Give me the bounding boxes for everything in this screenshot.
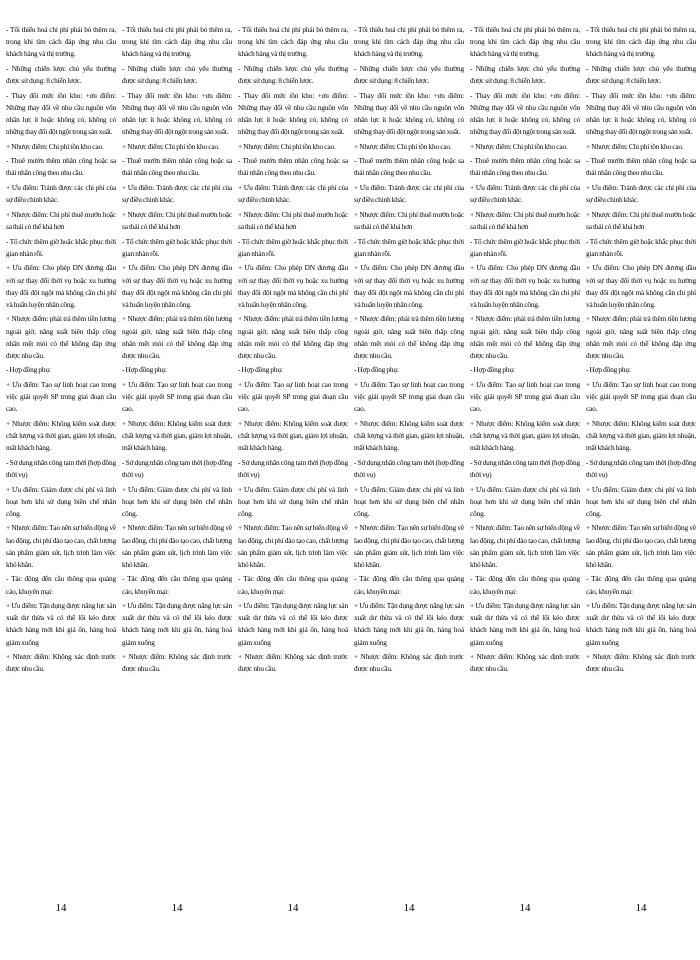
paragraph: + Nhược điểm: Chi phí thuê mướn hoặc sa thải có thể khá hơn	[238, 209, 348, 231]
paragraph: + Nhược điểm: Không xác định trước được nhu cầu.	[6, 652, 116, 674]
paragraph: + Ưu điểm: Tận dụng được năng lực sản xuất dư thừa và có thể lôi kéo được khách hàng mới khi giá ổn, hàng hoá giảm xuống	[354, 601, 464, 647]
paragraph: + Nhược điểm: Không kiểm soát được chất lượng và thời gian, giảm lợi nhuận, mất khách hàng.	[238, 418, 348, 453]
paragraph: - Thay đổi mức tồn kho: +ưu điểm: Những thay đổi về nhu cầu nguồn vốn nhân lực ít hoặc không có, không có những thay đổi đột ngột trong sản xuất.	[122, 90, 232, 136]
paragraph: - Tác động đến cầu thông qua quảng cáo, khuyến mại:	[6, 574, 116, 596]
paragraph: + Ưu điểm: Tận dụng được năng lực sản xuất dư thừa và có thể lôi kéo được khách hàng mới khi giá ổn, hàng hoá giảm xuống	[470, 601, 580, 647]
paragraph: - Sử dụng nhân công tạm thời (hợp đồng thời vụ)	[6, 457, 116, 479]
paragraph: - Những chiến lược chủ yếu thường được sử dụng: 8 chiến lược.	[238, 63, 348, 85]
paragraph: - Sử dụng nhân công tạm thời (hợp đồng thời vụ)	[470, 457, 580, 479]
paragraph: + Nhược điểm: Chi phí thuê mướn hoặc sa thải có thể khá hơn	[122, 209, 232, 231]
paragraph: + Nhược điểm: Tạo nên sự biến động về lao động, chi phí đào tạo cao, chất lượng sản phẩm giảm sút, lịch trình làm việc khó khăn.	[122, 523, 232, 569]
paragraph: + Nhược điểm: Tạo nên sự biến động về lao động, chi phí đào tạo cao, chất lượng sản phẩm giảm sút, lịch trình làm việc khó khăn.	[6, 523, 116, 569]
paragraph: - Sử dụng nhân công tạm thời (hợp đồng thời vụ)	[122, 457, 232, 479]
paragraph: + Nhược điểm: Không kiểm soát được chất lượng và thời gian, giảm lợi nhuận, mất khách hàng.	[6, 418, 116, 453]
paragraph: + Ưu điểm: Tạo sự linh hoạt cao trong việc giải quyết SP trong giai đoạn cầu cao.	[586, 380, 696, 414]
paragraph: + Ưu điểm: Giảm được chi phí và linh hoạt hơn khi sử dụng biên chế nhân công.	[470, 484, 580, 518]
paragraph: + Ưu điểm: Tạo sự linh hoạt cao trong việc giải quyết SP trong giai đoạn cầu cao.	[6, 380, 116, 414]
paragraph: + Ưu điểm: Giảm được chi phí và linh hoạt hơn khi sử dụng biên chế nhân công.	[6, 484, 116, 518]
paragraph: + Nhược điểm: phải trả thêm tiền lương ngoài giờ, năng suất biên thấp công nhân mệt mỏi có thể không đáp ứng được nhu cầu.	[470, 314, 580, 360]
paragraph: + Nhược điểm: Không xác định trước được nhu cầu.	[354, 652, 464, 674]
text-column-2	[122, 24, 232, 934]
paragraph: + Ưu điểm: Cho phép DN đương đầu với sự thay đổi thời vụ hoặc xu hướng thay đổi đột ngột mà không cần chi phí và huấn luyện nhân công.	[6, 263, 116, 309]
text-column-6	[586, 24, 696, 934]
paragraph: - Thuê mướn thêm nhân công hoặc sa thải nhân công theo nhu cầu.	[586, 156, 696, 178]
paragraph: + Nhược điểm: Tạo nên sự biến động về lao động, chi phí đào tạo cao, chất lượng sản phẩm giảm sút, lịch trình làm việc khó khăn.	[238, 523, 348, 569]
paragraph: + Ưu điểm: Cho phép DN đương đầu với sự thay đổi thời vụ hoặc xu hướng thay đổi đột ngột mà không cần chi phí và huấn luyện nhân công.	[238, 263, 348, 309]
paragraph: + Nhược điểm: phải trả thêm tiền lương ngoài giờ, năng suất biên thấp công nhân mệt mỏi có thể không đáp ứng được nhu cầu.	[354, 314, 464, 360]
paragraph: + Nhược điểm: Chi phí thuê mướn hoặc sa thải có thể khá hơn	[354, 209, 464, 231]
paragraph: - Tác động đến cầu thông qua quảng cáo, khuyến mại:	[238, 574, 348, 596]
paragraph: + Nhược điểm: phải trả thêm tiền lương ngoài giờ, năng suất biên thấp công nhân mệt mỏi có thể không đáp ứng được nhu cầu.	[6, 314, 116, 360]
paragraph: + Nhược điểm: phải trả thêm tiền lương ngoài giờ, năng suất biên thấp công nhân mệt mỏi có thể không đáp ứng được nhu cầu.	[238, 314, 348, 360]
paragraph: + Ưu điểm: Cho phép DN đương đầu với sự thay đổi thời vụ hoặc xu hướng thay đổi đột ngột mà không cần chi phí và huấn luyện nhân công.	[470, 263, 580, 309]
paragraph: - Hợp đồng phụ:	[6, 365, 51, 375]
paragraph: + Nhược điểm: Chi phí tồn kho cao.	[470, 141, 568, 151]
paragraph: + Nhược điểm: Không xác định trước được nhu cầu.	[470, 652, 580, 674]
paragraph: + Ưu điểm: Giảm được chi phí và linh hoạt hơn khi sử dụng biên chế nhân công.	[238, 484, 348, 518]
paragraph: + Ưu điểm: Tận dụng được năng lực sản xuất dư thừa và có thể lôi kéo được khách hàng mới khi giá ổn, hàng hoá giảm xuống	[238, 601, 348, 647]
paragraph: + Nhược điểm: phải trả thêm tiền lương ngoài giờ, năng suất biên thấp công nhân mệt mỏi có thể không đáp ứng được nhu cầu.	[122, 314, 232, 360]
paragraph: + Nhược điểm: Tạo nên sự biến động về lao động, chi phí đào tạo cao, chất lượng sản phẩm giảm sút, lịch trình làm việc khó khăn.	[354, 523, 464, 569]
paragraph: - Sử dụng nhân công tạm thời (hợp đồng thời vụ)	[354, 457, 464, 479]
text-column-4	[354, 24, 464, 934]
paragraph: - Tổ chức thêm giờ hoặc khắc phục thời gian nhàn rỗi.	[6, 236, 116, 258]
paragraph: + Ưu điểm: Cho phép DN đương đầu với sự thay đổi thời vụ hoặc xu hướng thay đổi đột ngột mà không cần chi phí và huấn luyện nhân công.	[586, 263, 696, 309]
paragraph: + Ưu điểm: Giảm được chi phí và linh hoạt hơn khi sử dụng biên chế nhân công.	[354, 484, 464, 518]
paragraph: + Nhược điểm: Chi phí thuê mướn hoặc sa thải có thể khá hơn	[470, 209, 580, 231]
paragraph: - Thay đổi mức tồn kho: +ưu điểm: Những thay đổi về nhu cầu nguồn vốn nhân lực ít hoặc không có, không có những thay đổi đột ngột trong sản xuất.	[238, 90, 348, 136]
paragraph: + Nhược điểm: Không xác định trước được nhu cầu.	[122, 652, 232, 674]
paragraph: - Hợp đồng phụ:	[470, 365, 515, 375]
paragraph: + Ưu điểm: Tận dụng được năng lực sản xuất dư thừa và có thể lôi kéo được khách hàng mới khi giá ổn, hàng hoá giảm xuống	[122, 601, 232, 647]
paragraph: - Thuê mướn thêm nhân công hoặc sa thải nhân công theo nhu cầu.	[238, 156, 348, 178]
paragraph: - Tối thiểu hoá chi phí phải bỏ thêm ra, trong khi tìm cách đáp ứng nhu cầu khách hàng và thị trường.	[586, 25, 696, 59]
paragraph: + Ưu điểm: Tránh được các chi phí của sự điều chỉnh khác.	[6, 183, 116, 205]
paragraph: - Tác động đến cầu thông qua quảng cáo, khuyến mại:	[122, 574, 232, 596]
paragraph: - Tối thiểu hoá chi phí phải bỏ thêm ra, trong khi tìm cách đáp ứng nhu cầu khách hàng và thị trường.	[238, 25, 348, 59]
page-number-6: 14	[635, 902, 647, 914]
paragraph: - Thay đổi mức tồn kho: +ưu điểm: Những thay đổi về nhu cầu nguồn vốn nhân lực ít hoặc không có, không có những thay đổi đột ngột trong sản xuất.	[354, 90, 464, 136]
paragraph: - Thuê mướn thêm nhân công hoặc sa thải nhân công theo nhu cầu.	[6, 156, 116, 178]
paragraph: - Hợp đồng phụ:	[354, 365, 399, 375]
paragraph: + Nhược điểm: Chi phí tồn kho cao.	[586, 141, 684, 151]
paragraph: - Tối thiểu hoá chi phí phải bỏ thêm ra, trong khi tìm cách đáp ứng nhu cầu khách hàng và thị trường.	[354, 25, 464, 59]
paragraph: - Hợp đồng phụ:	[238, 365, 283, 375]
paragraph: + Nhược điểm: Không kiểm soát được chất lượng và thời gian, giảm lợi nhuận, mất khách hàng.	[470, 418, 580, 453]
paragraph: - Thay đổi mức tồn kho: +ưu điểm: Những thay đổi về nhu cầu nguồn vốn nhân lực ít hoặc không có, không có những thay đổi đột ngột trong sản xuất.	[6, 90, 116, 136]
text-column-5	[470, 24, 580, 934]
paragraph: + Ưu điểm: Giảm được chi phí và linh hoạt hơn khi sử dụng biên chế nhân công.	[122, 484, 232, 518]
paragraph: + Ưu điểm: Tránh được các chi phí của sự điều chỉnh khác.	[586, 183, 696, 205]
paragraph: + Nhược điểm: Không kiểm soát được chất lượng và thời gian, giảm lợi nhuận, mất khách hàng.	[586, 418, 696, 453]
paragraph: + Nhược điểm: Chi phí thuê mướn hoặc sa thải có thể khá hơn	[6, 209, 116, 231]
paragraph: + Nhược điểm: Chi phí thuê mướn hoặc sa thải có thể khá hơn	[586, 209, 696, 231]
paragraph: + Nhược điểm: Chi phí tồn kho cao.	[354, 141, 452, 151]
paragraph: - Tổ chức thêm giờ hoặc khắc phục thời gian nhàn rỗi.	[470, 236, 580, 258]
paragraph: - Tác động đến cầu thông qua quảng cáo, khuyến mại:	[470, 574, 580, 596]
paragraph: + Nhược điểm: Không xác định trước được nhu cầu.	[238, 652, 348, 674]
paragraph: - Những chiến lược chủ yếu thường được sử dụng: 8 chiến lược.	[6, 63, 116, 85]
page-number-4: 14	[403, 902, 415, 914]
paragraph: + Ưu điểm: Tạo sự linh hoạt cao trong việc giải quyết SP trong giai đoạn cầu cao.	[238, 380, 348, 414]
paragraph: - Tổ chức thêm giờ hoặc khắc phục thời gian nhàn rỗi.	[586, 236, 696, 258]
paragraph: - Tối thiểu hoá chi phí phải bỏ thêm ra, trong khi tìm cách đáp ứng nhu cầu khách hàng và thị trường.	[122, 25, 232, 59]
page-number-1: 14	[55, 902, 67, 914]
paragraph: + Ưu điểm: Tận dụng được năng lực sản xuất dư thừa và có thể lôi kéo được khách hàng mới khi giá ổn, hàng hoá giảm xuống	[6, 601, 116, 647]
paragraph: + Ưu điểm: Cho phép DN đương đầu với sự thay đổi thời vụ hoặc xu hướng thay đổi đột ngột mà không cần chi phí và huấn luyện nhân công.	[122, 263, 232, 309]
paragraph: - Tổ chức thêm giờ hoặc khắc phục thời gian nhàn rỗi.	[122, 236, 232, 258]
paragraph: + Nhược điểm: Không kiểm soát được chất lượng và thời gian, giảm lợi nhuận, mất khách hàng.	[122, 418, 232, 453]
paragraph: + Nhược điểm: Chi phí tồn kho cao.	[238, 141, 336, 151]
paragraph: + Ưu điểm: Tránh được các chi phí của sự điều chỉnh khác.	[122, 183, 232, 205]
page-number-5: 14	[519, 902, 531, 914]
paragraph: - Tối thiểu hoá chi phí phải bỏ thêm ra, trong khi tìm cách đáp ứng nhu cầu khách hàng và thị trường.	[6, 25, 116, 59]
paragraph: - Tác động đến cầu thông qua quảng cáo, khuyến mại:	[354, 574, 464, 596]
page-number-3: 14	[287, 902, 299, 914]
paragraph: - Những chiến lược chủ yếu thường được sử dụng: 8 chiến lược.	[354, 63, 464, 85]
paragraph: - Thuê mướn thêm nhân công hoặc sa thải nhân công theo nhu cầu.	[470, 156, 580, 178]
paragraph: - Sử dụng nhân công tạm thời (hợp đồng thời vụ)	[586, 457, 696, 479]
paragraph: - Thay đổi mức tồn kho: +ưu điểm: Những thay đổi về nhu cầu nguồn vốn nhân lực ít hoặc không có, không có những thay đổi đột ngột trong sản xuất.	[586, 90, 696, 136]
paragraph: - Tác động đến cầu thông qua quảng cáo, khuyến mại:	[586, 574, 696, 596]
paragraph: + Ưu điểm: Tạo sự linh hoạt cao trong việc giải quyết SP trong giai đoạn cầu cao.	[354, 380, 464, 414]
paragraph: + Nhược điểm: Chi phí tồn kho cao.	[6, 141, 104, 151]
paragraph: + Nhược điểm: Tạo nên sự biến động về lao động, chi phí đào tạo cao, chất lượng sản phẩm giảm sút, lịch trình làm việc khó khăn.	[470, 523, 580, 569]
paragraph: - Hợp đồng phụ:	[586, 365, 631, 375]
paragraph: + Ưu điểm: Tránh được các chi phí của sự điều chỉnh khác.	[238, 183, 348, 205]
text-column-1	[6, 24, 116, 934]
paragraph: + Nhược điểm: Chi phí tồn kho cao.	[122, 141, 220, 151]
paragraph: + Ưu điểm: Tận dụng được năng lực sản xuất dư thừa và có thể lôi kéo được khách hàng mới khi giá ổn, hàng hoá giảm xuống	[586, 601, 696, 647]
paragraph: + Ưu điểm: Tránh được các chi phí của sự điều chỉnh khác.	[470, 183, 580, 205]
paragraph: - Hợp đồng phụ:	[122, 365, 167, 375]
paragraph: - Những chiến lược chủ yếu thường được sử dụng: 8 chiến lược.	[470, 63, 580, 85]
paragraph: - Sử dụng nhân công tạm thời (hợp đồng thời vụ)	[238, 457, 348, 479]
paragraph: + Ưu điểm: Giảm được chi phí và linh hoạt hơn khi sử dụng biên chế nhân công.	[586, 484, 696, 518]
paragraph: - Tối thiểu hoá chi phí phải bỏ thêm ra, trong khi tìm cách đáp ứng nhu cầu khách hàng và thị trường.	[470, 25, 580, 59]
paragraph: - Tổ chức thêm giờ hoặc khắc phục thời gian nhàn rỗi.	[238, 236, 348, 258]
paragraph: - Thuê mướn thêm nhân công hoặc sa thải nhân công theo nhu cầu.	[122, 156, 232, 178]
paragraph: - Những chiến lược chủ yếu thường được sử dụng: 8 chiến lược.	[586, 63, 696, 85]
page-number-2: 14	[171, 902, 183, 914]
paragraph: + Ưu điểm: Tạo sự linh hoạt cao trong việc giải quyết SP trong giai đoạn cầu cao.	[122, 380, 232, 414]
paragraph: + Ưu điểm: Cho phép DN đương đầu với sự thay đổi thời vụ hoặc xu hướng thay đổi đột ngột mà không cần chi phí và huấn luyện nhân công.	[354, 263, 464, 309]
paragraph: - Tổ chức thêm giờ hoặc khắc phục thời gian nhàn rỗi.	[354, 236, 464, 258]
paragraph: - Thuê mướn thêm nhân công hoặc sa thải nhân công theo nhu cầu.	[354, 156, 464, 178]
paragraph: + Nhược điểm: Không kiểm soát được chất lượng và thời gian, giảm lợi nhuận, mất khách hàng.	[354, 418, 464, 453]
paragraph: - Những chiến lược chủ yếu thường được sử dụng: 8 chiến lược.	[122, 63, 232, 85]
paragraph: + Nhược điểm: Tạo nên sự biến động về lao động, chi phí đào tạo cao, chất lượng sản phẩm giảm sút, lịch trình làm việc khó khăn.	[586, 523, 696, 569]
paragraph: + Nhược điểm: Không xác định trước được nhu cầu.	[586, 652, 696, 674]
document-page	[6, 24, 696, 954]
paragraph: + Nhược điểm: phải trả thêm tiền lương ngoài giờ, năng suất biên thấp công nhân mệt mỏi có thể không đáp ứng được nhu cầu.	[586, 314, 696, 360]
text-column-3	[238, 24, 348, 934]
paragraph: + Ưu điểm: Tránh được các chi phí của sự điều chỉnh khác.	[354, 183, 464, 205]
paragraph: + Ưu điểm: Tạo sự linh hoạt cao trong việc giải quyết SP trong giai đoạn cầu cao.	[470, 380, 580, 414]
paragraph: - Thay đổi mức tồn kho: +ưu điểm: Những thay đổi về nhu cầu nguồn vốn nhân lực ít hoặc không có, không có những thay đổi đột ngột trong sản xuất.	[470, 90, 580, 136]
